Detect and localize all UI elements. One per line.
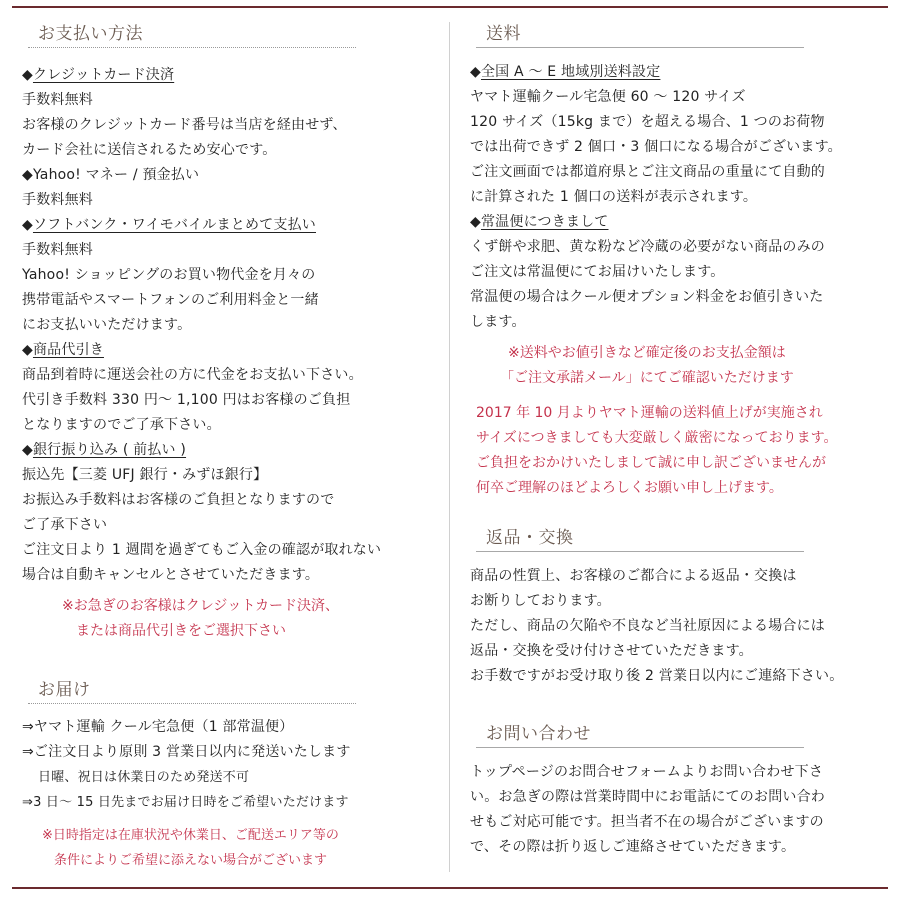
payment-method-label: Yahoo! マネー / 預金払い: [32, 167, 200, 183]
delivery-heading: [28, 674, 356, 704]
payment-method-link[interactable]: ソフトバンク・ワイモバイルまとめて支払い: [32, 217, 316, 233]
contact-lines: [470, 760, 895, 860]
text-line: 場合は自動キャンセルとさせていただきます。: [22, 567, 320, 583]
text-line: 手数料無料: [22, 242, 93, 258]
heading-underline: [28, 47, 356, 48]
payment-method-link[interactable]: クレジットカード決済: [32, 67, 175, 83]
text-line: い。お急ぎの際は営業時間中にお電話にてのお問い合わ: [470, 789, 825, 805]
diamond-bullet-icon: ◆: [470, 214, 481, 230]
contact-heading: [476, 718, 804, 748]
heading-underline: [28, 703, 356, 704]
payment-method-link[interactable]: 銀行振り込み ( 前払い ): [32, 442, 187, 458]
notice-line: ※送料やお値引きなど確定後のお支払金額は: [508, 345, 786, 361]
text-line: 返品・交換を受け付けさせていただきます。: [470, 643, 753, 659]
delivery-lines: [22, 715, 442, 815]
diamond-bullet-icon: ◆: [22, 217, 33, 233]
text-line: ご注文日より 1 週間を過ぎてもご入金の確認が取れない: [22, 542, 382, 558]
payment-method-yahoo-money: [22, 163, 442, 188]
payment-notice: [22, 594, 442, 644]
text-line: で、その際は折り返しご連絡させていただきます。: [470, 839, 796, 855]
diamond-bullet-icon: ◆: [22, 67, 33, 83]
column-divider: [449, 22, 450, 872]
text-line: します。: [470, 314, 526, 330]
text-line: せもご対応可能です。担当者不在の場合がございますの: [470, 814, 824, 830]
payment-method-link[interactable]: 商品代引き: [32, 342, 104, 358]
shipping-lines: [470, 60, 895, 335]
shipping-heading: [476, 18, 804, 48]
heading-underline: [476, 747, 804, 748]
shipping-topic-link[interactable]: 常温便につきまして: [480, 214, 609, 230]
notice-line: 条件によりご希望に添えない場合がございます: [54, 853, 328, 868]
text-line: 120 サイズ（15kg まで）を超える場合、1 つのお荷物: [470, 114, 825, 130]
bottom-rule: [12, 887, 888, 889]
returns-lines: [470, 564, 895, 689]
text-line: ご注文は常温便にてお届けいたします。: [470, 264, 725, 280]
payment-method-cod: [22, 338, 442, 363]
text-line: にお支払いいただけます。: [22, 317, 192, 333]
diamond-bullet-icon: ◆: [22, 167, 33, 183]
contact-section: [470, 718, 895, 860]
text-line: ⇒ご注文日より原則 3 営業日以内に発送いたします: [22, 744, 351, 760]
text-line: カード会社に送信されるため安心です。: [22, 142, 277, 158]
payment-method-softbank: [22, 213, 442, 238]
text-line: では出荷できず 2 個口・3 個口になる場合がございます。: [470, 139, 842, 155]
shipping-rate-notice: [470, 401, 895, 501]
returns-heading: [476, 522, 804, 552]
diamond-bullet-icon: ◆: [22, 342, 33, 358]
shipping-topic-link[interactable]: 全国 A ～ E 地域別送料設定: [480, 64, 661, 80]
text-line: ただし、商品の欠陥や不良など当社原因による場合には: [470, 618, 825, 634]
notice-line: サイズにつきましても大変厳しく厳密になっております。: [476, 430, 838, 446]
text-line: 携帯電話やスマートフォンのご利用料金と一緒: [22, 292, 319, 308]
shipping-topic-room-temp: [470, 210, 895, 235]
delivery-notice: [22, 823, 442, 873]
text-line: Yahoo! ショッピングのお買い物代金を月々の: [22, 267, 316, 283]
notice-line: 2017 年 10 月よりヤマト運輸の送料値上げが実施され: [476, 405, 823, 421]
payment-method-bank-transfer: [22, 438, 442, 463]
text-line: お客様のクレジットカード番号は当店を経由せず、: [22, 117, 347, 133]
heading-underline: [476, 47, 804, 48]
section-title: お問い合わせ: [486, 724, 591, 744]
delivery-section: [22, 674, 442, 873]
shipping-notice: [470, 341, 895, 391]
text-line: 振込先【三菱 UFJ 銀行・みずほ銀行】: [22, 467, 268, 483]
text-line: お振込み手数料はお客様のご負担となりますので: [22, 492, 335, 508]
text-line: 商品の性質上、お客様のご都合による返品・交換は: [470, 568, 797, 584]
text-line: ご了承下さい: [22, 517, 108, 533]
payment-section: [22, 18, 442, 644]
text-line: ご注文画面では都道府県とご注文商品の重量にて自動的: [470, 164, 825, 180]
text-line: となりますのでご了承下さい。: [22, 417, 221, 433]
diamond-bullet-icon: ◆: [22, 442, 33, 458]
text-line: ⇒ヤマト運輸 クール宅急便（1 部常温便）: [22, 719, 294, 735]
text-line: くず餅や求肥、黄な粉など冷蔵の必要がない商品のみの: [470, 239, 825, 255]
text-line: 手数料無料: [22, 92, 93, 108]
section-title: 送料: [486, 24, 521, 44]
text-line: ヤマト運輸クール宅急便 60 ～ 120 サイズ: [470, 89, 746, 105]
notice-line: ※日時指定は在庫状況や休業日、ご配送エリア等の: [42, 828, 339, 843]
text-line: ⇒3 日～ 15 日先までお届け日時をご希望いただけます: [22, 795, 349, 810]
text-line: お手数ですがお受け取り後 2 営業日以内にご連絡下さい。: [470, 668, 844, 684]
text-line: 日曜、祝日は休業日のため発送不可: [38, 770, 250, 785]
shipping-section: [470, 18, 895, 501]
text-line: トップページのお問合せフォームよりお問い合わせ下さ: [470, 764, 824, 780]
notice-line: ご負担をおかけいたしまして誠に申し訳ございませんが: [476, 455, 826, 471]
payment-lines: [22, 63, 442, 588]
notice-line: 何卒ご理解のほどよろしくお願い申し上げます。: [476, 480, 783, 496]
notice-line: 「ご注文承諾メール」にてご確認いただけます: [500, 370, 794, 386]
text-line: に計算された 1 個口の送料が表示されます。: [470, 189, 758, 205]
text-line: 常温便の場合はクール便オプション料金をお値引きいた: [470, 289, 824, 305]
top-rule: [12, 6, 888, 8]
text-line: 代引き手数料 330 円～ 1,100 円はお客様のご負担: [22, 392, 351, 408]
diamond-bullet-icon: ◆: [470, 64, 481, 80]
section-title: 返品・交換: [486, 528, 574, 548]
payment-heading: [28, 18, 356, 48]
returns-section: [470, 522, 895, 689]
notice-line: または商品代引きをご選択下さい: [76, 623, 286, 639]
heading-underline: [476, 551, 804, 552]
section-title: お支払い方法: [38, 24, 143, 44]
shipping-topic-regional-rates: [470, 60, 895, 85]
text-line: お断りしております。: [470, 593, 611, 609]
payment-method-credit-card: [22, 63, 442, 88]
text-line: 商品到着時に運送会社の方に代金をお支払い下さい。: [22, 367, 363, 383]
notice-line: ※お急ぎのお客様はクレジットカード決済、: [62, 598, 339, 614]
section-title: お届け: [38, 680, 91, 700]
text-line: 手数料無料: [22, 192, 93, 208]
